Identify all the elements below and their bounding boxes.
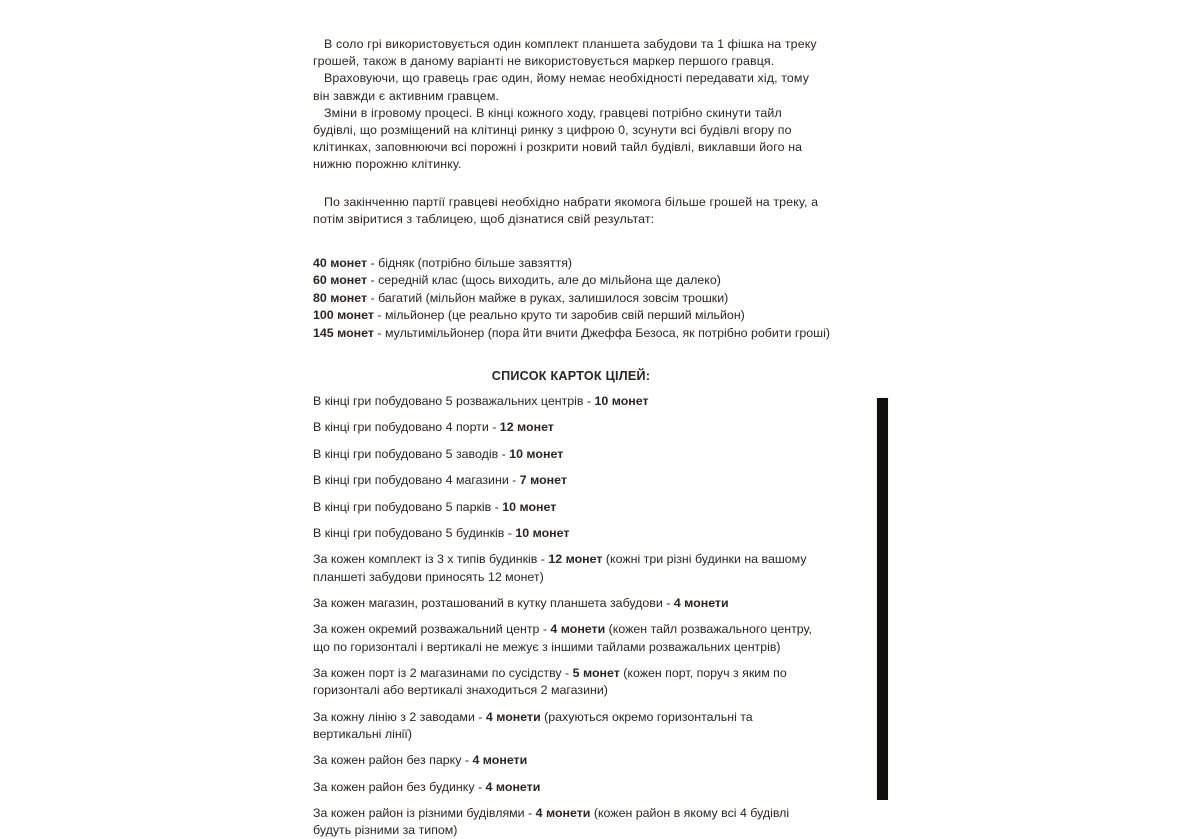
goal-card-note: (кожен порт, поруч з яким по горизонталі або вертикалі знаходиться 2 магазини) bbox=[313, 665, 787, 698]
goal-card-item bbox=[313, 419, 819, 436]
score-table-row bbox=[313, 255, 819, 272]
goal-card-item bbox=[313, 779, 819, 796]
score-amount: 60 монет bbox=[313, 273, 368, 288]
goal-card-item bbox=[313, 595, 819, 612]
spacer-before-score-table bbox=[313, 228, 819, 255]
goal-card-reward: 12 монет bbox=[499, 420, 554, 435]
score-description: бідняк (потрібно більше завзяття) bbox=[378, 256, 573, 271]
score-table bbox=[313, 255, 830, 342]
score-separator: - bbox=[373, 308, 385, 323]
goal-card-condition: За кожен район із різними будівлями - bbox=[313, 805, 536, 820]
goal-card-condition: В кінці гри побудовано 5 парків - bbox=[313, 499, 503, 514]
goal-card-condition: В кінці гри побудовано 5 розважальних центрів - bbox=[313, 394, 595, 409]
goal-card-reward: 4 монети bbox=[673, 596, 729, 610]
score-table-row bbox=[313, 325, 830, 342]
goal-card-condition: За кожен район без будинку - bbox=[313, 779, 486, 794]
document-body bbox=[313, 36, 830, 839]
goal-card-reward: 4 монети bbox=[485, 709, 541, 724]
spacer-before-scoring-intro bbox=[313, 174, 819, 194]
score-description: середній клас (щось виходить, але до мільйона ще далеко) bbox=[378, 273, 721, 288]
intro-paragraph-2: Враховуючи, що гравець грає один, йому немає необхідності передавати хід, тому він завжди є активним гравцем. bbox=[313, 71, 810, 103]
goal-card-item bbox=[313, 551, 819, 585]
goal-card-reward: 5 монет bbox=[572, 665, 620, 680]
goal-card-condition: В кінці гри побудовано 5 заводів - bbox=[313, 446, 510, 461]
goal-card-condition: За кожен магазин, розташований в кутку планшета забудови - bbox=[313, 596, 674, 610]
goal-card-condition: За кожен окремий розважальний центр - bbox=[313, 622, 551, 637]
goal-card-reward: 4 монети bbox=[485, 779, 541, 794]
goal-card-reward: 4 монети bbox=[472, 753, 528, 768]
score-separator: - bbox=[367, 290, 379, 305]
goal-card-note: (кожен тайл розважального центру, що по горизонталі і вертикалі не межує з іншими тайлами розважальних центрів) bbox=[313, 622, 812, 654]
score-description: мультимільйонер (пора йти вчити Джеффа Безоса, як потрібно робити гроші) bbox=[384, 325, 830, 340]
goal-card-reward: 4 монети bbox=[550, 622, 606, 637]
score-amount: 80 монет bbox=[313, 290, 368, 305]
goal-card-item bbox=[313, 499, 819, 516]
spacer-after-section-title bbox=[313, 383, 819, 393]
goal-cards-list bbox=[313, 393, 819, 839]
score-amount: 100 монет bbox=[313, 308, 374, 323]
goal-card-condition: За кожен порт із 2 магазинами по сусідству - bbox=[313, 665, 573, 680]
goal-card-condition: За кожну лінію з 2 заводами - bbox=[313, 709, 486, 724]
score-table-row bbox=[313, 307, 819, 324]
goal-card-reward: 10 монет bbox=[515, 526, 570, 541]
goal-card-note: (кожні три різні будинки на вашому планшеті забудови приносять 12 монет) bbox=[313, 552, 807, 584]
intro-paragraph-1: В соло грі використовується один комплект планшета забудови та 1 фішка на треку грошей, також в даному варіанті не використовується маркер першого гравця. bbox=[313, 37, 817, 69]
intro-paragraph-3: Зміни в ігровому процесі. В кінці кожного ходу, гравцеві потрібно скинути тайл будівлі, що розміщений на клітинці ринку з цифрою 0, зсунути всі будівлі вгору по клітинках, заповнюючи всі порожні і розкрити новий тайл будівлі, виклавши його на нижню порожню клітинку. bbox=[313, 105, 803, 172]
scrollbar-thumb[interactable] bbox=[877, 398, 888, 800]
goal-card-reward: 4 монети bbox=[535, 805, 591, 820]
score-separator: - bbox=[373, 325, 385, 340]
score-separator: - bbox=[367, 273, 379, 288]
page-title: СПИСОК КАРТОК ЦІЛЕЙ: bbox=[491, 369, 651, 384]
goal-card-reward: 10 монет bbox=[594, 394, 649, 409]
goal-card-item bbox=[313, 665, 819, 699]
goal-card-condition: В кінці гри побудовано 4 магазини - bbox=[313, 473, 520, 488]
goal-card-condition: За кожен район без парку - bbox=[313, 753, 473, 768]
goal-card-item bbox=[313, 805, 819, 839]
goal-card-condition: В кінці гри побудовано 5 будинків - bbox=[313, 526, 516, 541]
spacer-before-section-title bbox=[313, 342, 819, 369]
score-table-row bbox=[313, 272, 819, 289]
goal-card-item bbox=[313, 621, 819, 655]
goal-card-item bbox=[313, 393, 819, 410]
goal-card-reward: 10 монет bbox=[502, 499, 557, 514]
score-description: мільйонер (це реально круто ти заробив свій перший мільйон) bbox=[384, 308, 745, 323]
goal-card-item bbox=[313, 446, 819, 463]
goal-card-item bbox=[313, 709, 819, 743]
score-amount: 40 монет bbox=[313, 256, 368, 271]
score-separator: - bbox=[367, 256, 379, 271]
goal-card-condition: За кожен комплект із 3 х типів будинків - bbox=[313, 552, 549, 567]
goal-card-condition: В кінці гри побудовано 4 порти - bbox=[313, 420, 500, 435]
goal-card-reward: 10 монет bbox=[509, 446, 564, 461]
goal-card-note: (рахуються окремо горизонтальні та вертикальні лінії) bbox=[313, 709, 753, 741]
goal-card-reward: 7 монет bbox=[519, 473, 567, 488]
goal-card-reward: 12 монет bbox=[548, 552, 603, 567]
goal-card-item bbox=[313, 525, 819, 542]
score-table-row bbox=[313, 290, 819, 307]
score-amount: 145 монет bbox=[313, 325, 374, 340]
goal-card-item bbox=[313, 752, 819, 769]
goal-card-item bbox=[313, 472, 819, 489]
goal-card-note: (кожен район в якому всі 4 будівлі будуть різними за типом) bbox=[313, 805, 790, 838]
scoring-intro-paragraph: По закінченню партії гравцеві необхідно набрати якомога більше грошей на треку, а потім звіритися з таблицею, щоб дізнатися свій результат: bbox=[313, 194, 819, 226]
score-description: багатий (мільйон майже в руках, залишилося зовсім трошки) bbox=[378, 290, 729, 305]
